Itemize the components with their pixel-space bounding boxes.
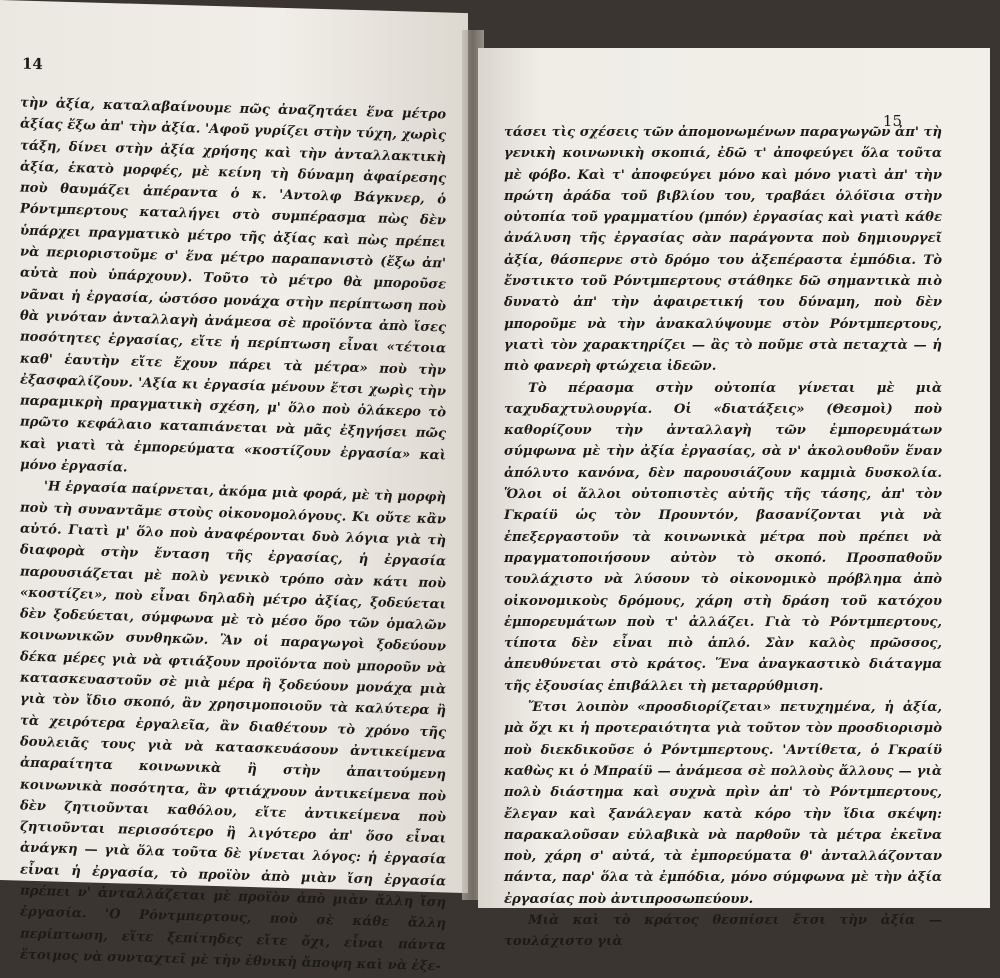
page-number-right: 15 (882, 112, 902, 130)
right-page (478, 48, 990, 950)
left-page (0, 0, 468, 975)
paragraph: τάσει τὶς σχέσεις τῶν ἀπομονωμένων παραγωγῶν ἀπ' τὴ γενικὴ κοινωνικὴ σκοπιά, ἐδῶ τ' ἀποφεύγει ὅλα τοῦτα μὲ φόβο. Καὶ τ' ἀποφεύγει μόνο καὶ μόνο γιατὶ ἀπ' τὴν πρώτη ἀράδα τοῦ βιβλίου του, τραβάει ὁλόϊσια στὴν οὐτοπία τοῦ γραμματίου (μπόν) ἐργασίας καὶ γιατὶ κάθε ἀνάλυση τῆς ἐργασίας σὰν παράγοντα ποὺ δημιουργεῖ ἀξία, θάσπερνε στὸ δρόμο του ἀξεπέραστα ἐμπόδια. Τὸ ἔνστικτο τοῦ Ρόντμπερτους στάθηκε δῶ σημαντικὰ πιὸ δυνατὸ ἀπ' τὴν ἀφαιρετική του δύναμη, ποὺ δὲν μποροῦμε νὰ τὴν ἀνακαλύψουμε στὸν Ρόντμπερτους, γιατὶ τὸν χαρακτηρίζει — ἂς τὸ ποῦμε στὰ πεταχτὰ — ἡ πιὸ φανερὴ φτώχεια ἰδεῶν. (504, 125, 942, 375)
paragraph: τὴν ἀξία, καταλαβαίνουμε πῶς ἀναζητάει ἕνα μέτρο ἀξίας ἔξω ἀπ' τὴν ἀξία. 'Αφοῦ γυρίζει στὴν τύχη, χωρὶς τάξη, δίνει στὴν ἀξία χρήσης καὶ τὴν ἀνταλλακτικὴ ἀξία, ἑκατὸ μορφές, μὲ κείνη τὴ δύναμη ἀφαίρεσης ποὺ θαυμάζει ἀπέραντα ὁ κ. 'Αντολφ Βάγκνερ, ὁ Ρόντμπερτους καταλήγει στὸ συμπέρασμα πὼς δὲν ὑπάρχει πραγματικὸ μέτρο τῆς ἀξίας καὶ πὼς πρέπει νὰ περιοριστοῦμε σ' ἕνα μέτρο παραπανιστὸ (ἔξω ἀπ' αὐτὰ ποὺ ὑπάρχουν). Τοῦτο τὸ μέτρο θὰ μποροῦσε νᾶναι ἡ ἐργασία, ὡστόσο μονάχα στὴν περίπτωση ποὺ θὰ γινόταν ἀνταλλαγὴ ἀνάμεσα σὲ προϊόντα ἀπὸ ἴσες ποσότητες ἐργασίας, εἴτε ἡ περίπτωση εἶναι «τέτοια καθ' ἑαυτὴν εἴτε ἔχουν πάρει τὰ μέτρα» ποὺ τὴν ἐξασφαλίζουν. 'Αξία κι ἐργασία μένουν ἔτσι χωρὶς τὴν παραμικρὴ πραγματικὴ σχέση, μ' ὅλο ποὺ ὁλάκερο τὸ πρῶτο κεφάλαιο καταπιάνεται νὰ μᾶς ἐξηγήσει πῶς καὶ γιατὶ τὰ ἐμπορεύματα «κοστίζουν ἐργασία» καὶ μόνο ἐργασία. (20, 95, 446, 476)
page-number-left: 14 (22, 54, 43, 74)
paragraph: Ἔτσι λοιπὸν «προσδιορίζεται» πετυχημένα, ἡ ἀξία, μὰ ὄχι κι ἡ προτεραιότητα γιὰ τοῦτον τὸν προσδιορισμὸ ποὺ διεκδικοῦσε ὁ Ρόντμπερτους. 'Αντίθετα, ὁ Γκραίϋ καθὼς κι ὁ Μπραίϋ — ἀνάμεσα σὲ πολλοὺς ἄλλους — γιὰ πολὺ διάστημα καὶ συχνὰ πρὶν ἀπ' τὸ Ρόντμπερτους, ἔλεγαν καὶ ξανάλεγαν κατὰ κόρο τὴν ἴδια σκέψη: παρακαλοῦσαν εὐλαβικὰ νὰ παρθοῦν τὰ μέτρα ἐκεῖνα ποὺ, χάρη σ' αὐτά, τὰ ἐμπορεύματα θ' ἀνταλλάζονταν πάντα, παρ' ὅλα τὰ ἐμπόδια, μόνο σύμφωνα μὲ τὴν ἀξία ἐργασίας ποὺ ἀντιπροσωπεύουν. (504, 700, 942, 907)
paragraph: Μιὰ καὶ τὸ κράτος θεσπίσει ἔτσι τὴν ἀξία — τουλάχιστο γιὰ (504, 912, 942, 950)
paragraph: 'Η ἐργασία παίρνεται, ἀκόμα μιὰ φορά, μὲ τὴ μορφὴ ποὺ τὴ συναντᾶμε στοὺς οἰκονομολόγους. Κι οὔτε κἂν αὐτό. Γιατὶ μ' ὅλο ποὺ ἀναφέρονται δυὸ λόγια γιὰ τὴ διαφορὰ στὴν ἔνταση τῆς ἐργασίας, ἡ ἐργασία παρουσιάζεται μὲ πολὺ γενικὸ τρόπο σὰν κάτι ποὺ «κοστίζει», ποὺ εἶναι δηλαδὴ μέτρο ἀξίας, ξοδεύεται δὲν ξοδεύεται, σύμφωνα μὲ τὸ μέσο ὅρο τῶν ὁμαλῶν κοινωνικῶν συνθηκῶν. Ἂν οἱ παραγωγοὶ ξοδεύουν δέκα μέρες γιὰ νὰ φτιάξουν προϊόντα ποὺ μποροῦν νὰ κατασκευαστοῦν σὲ μιὰ μέρα ἢ ξοδεύουν μονάχα μιὰ γιὰ τὸν ἴδιο σκοπό, ἂν χρησιμοποιοῦν τὰ καλύτερα ἢ τὰ χειρότερα ἐργαλεῖα, ἂν διαθέτουν τὸ χρόνο τῆς δουλειᾶς τους γιὰ νὰ κατασκευάσουν ἀντικείμενα ἀπαραίτητα κοινωνικὰ ἢ στὴν ἀπαιτούμενη κοινωνικὰ ποσότητα, ἂν φτιάχνουν ἀντικείμενα ποὺ δὲν ζητιοῦνται καθόλου, εἴτε ἀντικείμενα ποὺ ζητιοῦνται περισσότερο ἢ λιγότερο ἀπ' ὅσο εἶναι ἀνάγκη — γιὰ ὅλα τοῦτα δὲ γίνεται λόγος: ἡ ἐργασία εἶναι ἡ ἐργασία, τὸ προϊὸν ἀπὸ μιὰν ἴση ἐργασία πρέπει ν' ἀνταλλάζεται μὲ προϊὸν ἀπὸ μιὰν ἄλλη ἴση ἐργασία. 'Ο Ρόντμπερτους, ποὺ σὲ κάθε ἄλλη περίπτωση, εἴτε ξεπίτηδες εἴτε ὄχι, εἶναι πάντα ἕτοιμος νὰ συνταχτεῖ μὲ τὴν ἐθνικὴ ἄποψη καὶ νὰ ἐξε- (20, 479, 446, 975)
right-page-text (504, 122, 942, 953)
left-page-text (20, 93, 446, 978)
paragraph: Τὸ πέρασμα στὴν οὐτοπία γίνεται μὲ μιὰ ταχυδαχτυλουργία. Οἱ «διατάξεις» (Θεσμοὶ) ποὺ καθορίζουν τὴν ἀνταλλαγὴ τῶν ἐμπορευμάτων σύμφωνα μὲ τὴν ἀξία ἐργασίας, σὰ ν' ἀκολουθοῦν ἕναν ἀπόλυτο κανόνα, δὲν παρουσιάζουν καμμιὰ δυσκολία. Ὅλοι οἱ ἄλλοι οὐτοπιστὲς αὐτῆς τῆς τάσης, ἀπ' τὸν Γκραίϋ ὡς τὸν Προυντόν, βασανίζονται γιὰ νὰ ἐπεξεργαστοῦν τὰ κοινωνικὰ μέτρα ποὺ πρέπει νὰ πραγματοποιήσουν αὐτὸν τὸ σκοπό. Προσπαθοῦν τουλάχιστο νὰ λύσουν τὸ οἰκονομικὸ πρόβλημα ἀπὸ οἰκονομικοὺς δρόμους, χάρη στὴ δράση τοῦ κατόχου ἐμπορευμάτων ποὺ τ' ἀλλάζει. Γιὰ τὸ Ρόντμπερτους, τίποτα δὲν εἶναι πιὸ ἁπλό. Σὰν καλὸς πρῶσσος, ἀπευθύνεται στὸ κράτος. Ἕνα ἀναγκαστικὸ διάταγμα τῆς ἐξουσίας ἐπιβάλλει τὴ μεταρρύθμιση. (504, 380, 942, 694)
